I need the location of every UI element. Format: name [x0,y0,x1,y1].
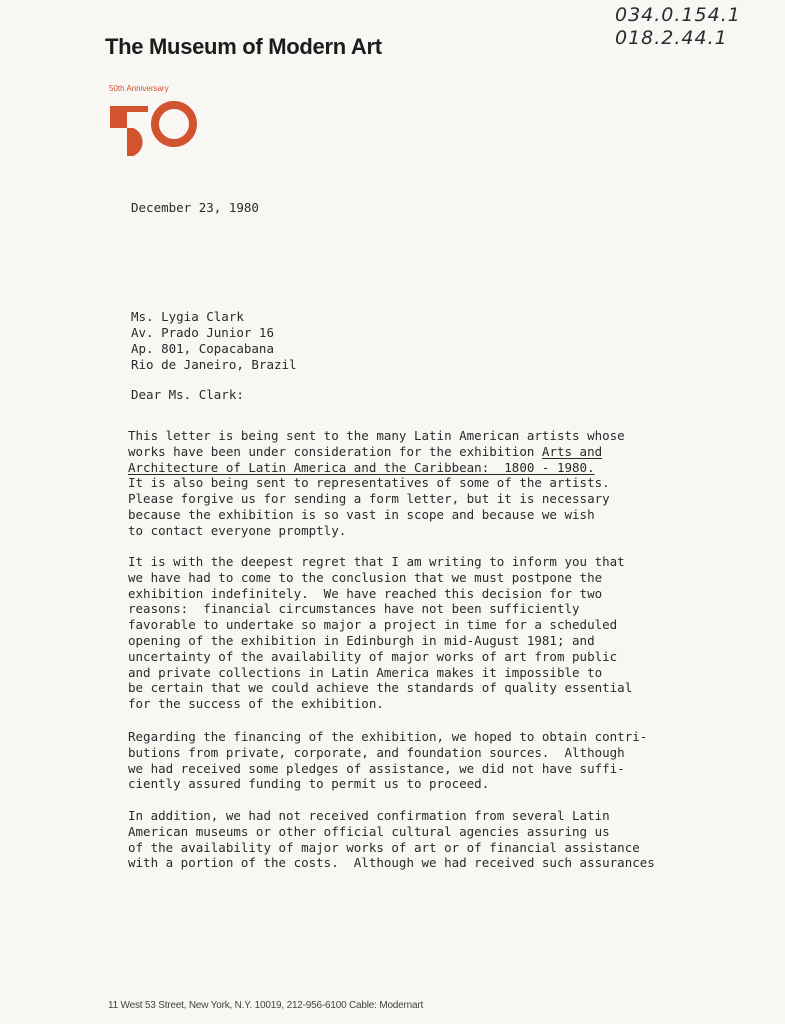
text-line: This letter is being sent to the many Latin American artists whose [128,428,625,443]
exhibition-title-underlined: Architecture of Latin America and the Caribbean: 1800 - 1980. [128,459,595,475]
text-line: It is with the deepest regret that I am writing to inform you that [128,554,625,569]
address-line: Av. Prado Junior 16 [131,325,274,340]
text-line: of the availability of major works of art or of financial assistance [128,839,640,855]
recipient-address [131,309,297,373]
paragraph-3 [128,729,647,792]
text-line: American museums or other official cultural agencies assuring us [128,823,610,839]
text-line: to contact everyone promptly. [128,522,347,538]
exhibition-title-underlined: Arts and [541,443,603,459]
address-line: Ap. 801, Copacabana [131,341,274,356]
archive-code-handwritten: 018.2.44.1 [615,27,728,49]
text-line: Regarding the financing of the exhibition, we hoped to obtain contri- [128,729,648,744]
text-line: be certain that we could achieve the standards of quality essential [128,680,633,696]
paragraph-1 [128,428,625,539]
letter-date: December 23, 1980 [131,200,259,215]
text-line: and private collections in Latin America makes it impossible to [128,664,603,680]
text-line [128,444,625,460]
anniversary-label: 50th Anniversary [109,84,169,93]
text-line: for the success of the exhibition. [128,696,384,712]
text-line: In addition, we had not received confirmation from several Latin [128,808,610,823]
text-line: favorable to undertake so major a project in time for a scheduled [128,617,618,633]
text-line: It is also being sent to representatives of some of the artists. [128,475,610,491]
text-line: Please forgive us for sending a form letter, but it is necessary [128,491,610,507]
paragraph-4 [128,808,655,871]
address-line: Ms. Lygia Clark [131,309,244,324]
paragraph-2 [128,554,632,712]
text-line: we had received some pledges of assistance, we did not have suffi- [128,760,625,776]
fifty-anniversary-logo [108,100,200,158]
archive-code-handwritten: 034.0.154.1 [615,4,741,26]
museum-name-heading: The Museum of Modern Art [105,34,382,59]
text-line: uncertainty of the availability of major works of art from public [128,648,618,664]
address-line: Rio de Janeiro, Brazil [131,357,297,372]
text-line: exhibition indefinitely. We have reached this decision for two [128,585,603,601]
text-line: reasons: financial circumstances have not been sufficiently [128,601,580,617]
letterhead-footer-address: 11 West 53 Street, New York, N.Y. 10019, 212-956-6100 Cable: Modernart [108,1000,424,1011]
text-line: we have had to come to the conclusion that we must postpone the [128,569,603,585]
salutation: Dear Ms. Clark: [131,387,244,402]
text-line: ciently assured funding to permit us to proceed. [128,776,490,792]
text-line: butions from private, corporate, and foundation sources. Although [128,744,625,760]
text-line: because the exhibition is so vast in scope and because we wish [128,506,595,522]
text-line: with a portion of the costs. Although we had received such assurances [128,855,655,871]
text-run: works have been under consideration for the exhibition [128,443,542,459]
text-line: opening of the exhibition in Edinburgh in mid-August 1981; and [128,632,595,648]
